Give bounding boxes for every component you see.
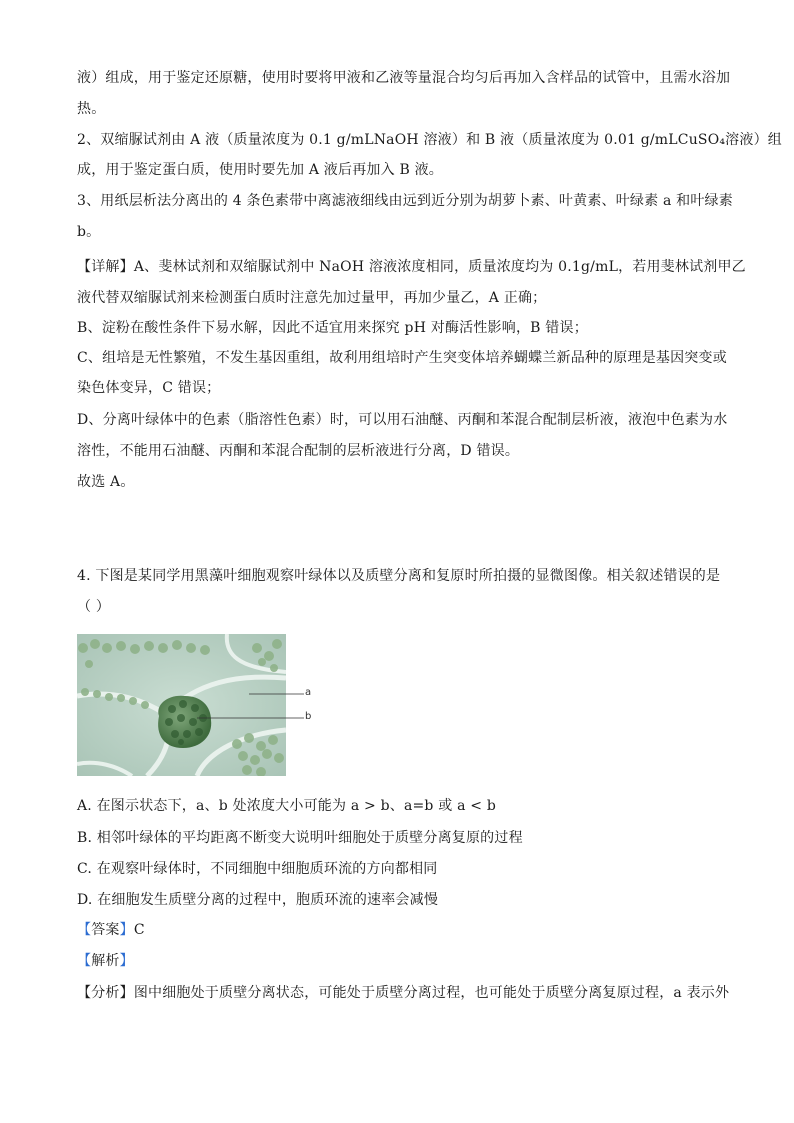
- question-stem: 4. 下图是某同学用黑藻叶细胞观察叶绿体以及质壁分离和复原时所拍摄的显微图像。相关叙述错误的是: [77, 568, 721, 584]
- text-line: D、分离叶绿体中的色素（脂溶性色素）时，可以用石油醚、丙酮和苯混合配制层析液，液泡中色素为水: [77, 412, 728, 428]
- figure-leader-lines: [286, 690, 306, 720]
- option-a: A. 在图示状态下，a、b 处浓度大小可能为 a > b、a=b 或 a < b: [77, 798, 497, 814]
- micrograph-figure: [77, 634, 286, 776]
- text-line: 液）组成，用于鉴定还原糖，使用时要将甲液和乙液等量混合均匀后再加入含样品的试管中，且需水浴加: [77, 70, 731, 86]
- analysis-heading: 【解析】: [77, 953, 134, 969]
- micrograph-image: [77, 634, 286, 776]
- text-line: 溶性，不能用石油醚、丙酮和苯混合配制的层析液进行分离，D 错误。: [77, 443, 520, 459]
- option-c: C. 在观察叶绿体时，不同细胞中细胞质环流的方向都相同: [77, 861, 438, 877]
- analysis-label: 解析: [91, 953, 120, 969]
- question-blank: （ ）: [77, 599, 111, 615]
- answer-label: 答案: [91, 922, 120, 938]
- text-line: 成，用于鉴定蛋白质，使用时要先加 A 液后再加入 B 液。: [77, 162, 443, 178]
- text-line: 3、用纸层析法分离出的 4 条色素带中离滤液细线由远到近分别为胡萝卜素、叶黄素、叶绿素 a 和叶绿素: [77, 193, 733, 209]
- text-line: b。: [77, 224, 101, 240]
- analysis-sub-label: 分析: [91, 985, 120, 1001]
- figure-label-b: b: [305, 711, 312, 722]
- option-b: B. 相邻叶绿体的平均距离不断变大说明叶细胞处于质壁分离复原的过程: [77, 830, 523, 846]
- text-line: 故选 A。: [77, 474, 135, 490]
- answer-line: 【答案】C: [77, 922, 145, 938]
- figure-label-a: a: [305, 687, 312, 698]
- detail-paragraph: 【详解】A、斐林试剂和双缩脲试剂中 NaOH 溶液浓度相同，质量浓度均为 0.1g/mL，若用斐林试剂甲乙: [77, 259, 746, 275]
- option-d: D. 在细胞发生质壁分离的过程中，胞质环流的速率会减慢: [77, 892, 439, 908]
- detail-label: 详解: [91, 259, 120, 275]
- text-line: 染色体变异，C 错误；: [77, 380, 221, 396]
- answer-value: C: [133, 922, 145, 938]
- text-line: 2、双缩脲试剂由 A 液（质量浓度为 0.1 g/mLNaOH 溶液）和 B 液（质量浓度为 0.01 g/mLCuSO₄溶液）组: [77, 132, 782, 148]
- text-line: C、组培是无性繁殖，不发生基因重组，故利用组培时产生突变体培养蝴蝶兰新品种的原理是基因突变或: [77, 350, 727, 366]
- analysis-paragraph: 【分析】图中细胞处于质壁分离状态，可能处于质壁分离过程，也可能处于质壁分离复原过程，a 表示外: [77, 985, 730, 1001]
- detail-text: A、斐林试剂和双缩脲试剂中 NaOH 溶液浓度相同，质量浓度均为 0.1g/mL，若用斐林试剂甲乙: [133, 259, 746, 275]
- text-line: B、淀粉在酸性条件下易水解，因此不适宜用来探究 pH 对酶活性影响，B 错误；: [77, 320, 588, 336]
- analysis-text: 图中细胞处于质壁分离状态，可能处于质壁分离过程，也可能处于质壁分离复原过程，a 表示外: [133, 985, 730, 1001]
- text-line: 液代替双缩脲试剂来检测蛋白质时注意先加过量甲，再加少量乙，A 正确；: [77, 290, 547, 306]
- text-line: 热。: [77, 101, 106, 117]
